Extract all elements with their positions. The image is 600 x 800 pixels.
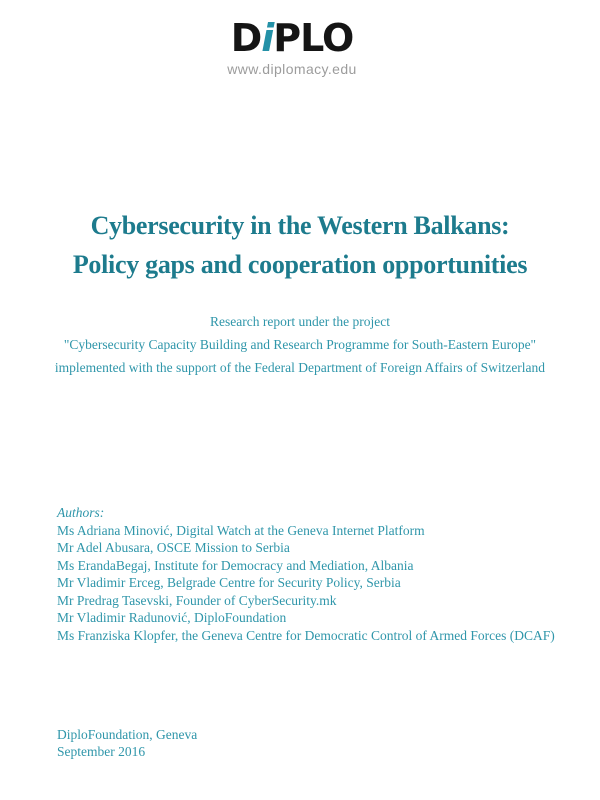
author-line: Ms ErandaBegaj, Institute for Democracy and Mediation, Albania (57, 557, 414, 573)
diplo-website-url: www.diplomacy.edu (227, 61, 357, 77)
subtitle-line: "Cybersecurity Capacity Building and Research Programme for South-Eastern Europe" (63, 337, 537, 352)
authors-section (57, 504, 580, 644)
diplo-logo (0, 18, 600, 79)
author-line: Mr Adel Abusara, OSCE Mission to Serbia (57, 540, 290, 555)
publication-date: September 2016 (57, 744, 146, 759)
publisher-footer (57, 726, 197, 760)
diplo-logo-wordmark (227, 18, 357, 58)
logo-letters-plo: PLO (273, 16, 354, 60)
subtitle-line: Research report under the project (210, 314, 390, 329)
report-title-line2: Policy gaps and cooperation opportunities (72, 250, 528, 279)
subtitle-line: implemented with the support of the Federal Department of Foreign Affairs of Switzerland (54, 360, 546, 375)
publisher-line: DiploFoundation, Geneva (57, 727, 198, 742)
logo-accent-i: i (261, 16, 274, 60)
author-line: Ms Franziska Klopfer, the Geneva Centre for Democratic Control of Armed Forces (DCAF) (57, 627, 555, 643)
report-title-line1: Cybersecurity in the Western Balkans: (90, 211, 510, 240)
report-subtitle (20, 310, 580, 379)
logo-letter-d: D (230, 16, 262, 60)
author-line: Mr Vladimir Erceg, Belgrade Centre for Security Policy, Serbia (57, 575, 401, 590)
diplo-logo-inner (227, 18, 357, 77)
author-line: Mr Vladimir Radunović, DiploFoundation (57, 610, 287, 625)
author-line: Ms Adriana Minović, Digital Watch at the Geneva Internet Platform (57, 522, 425, 538)
author-line: Mr Predrag Tasevski, Founder of CyberSecurity.mk (57, 592, 337, 608)
report-title (0, 206, 600, 284)
authors-label: Authors: (57, 505, 105, 520)
